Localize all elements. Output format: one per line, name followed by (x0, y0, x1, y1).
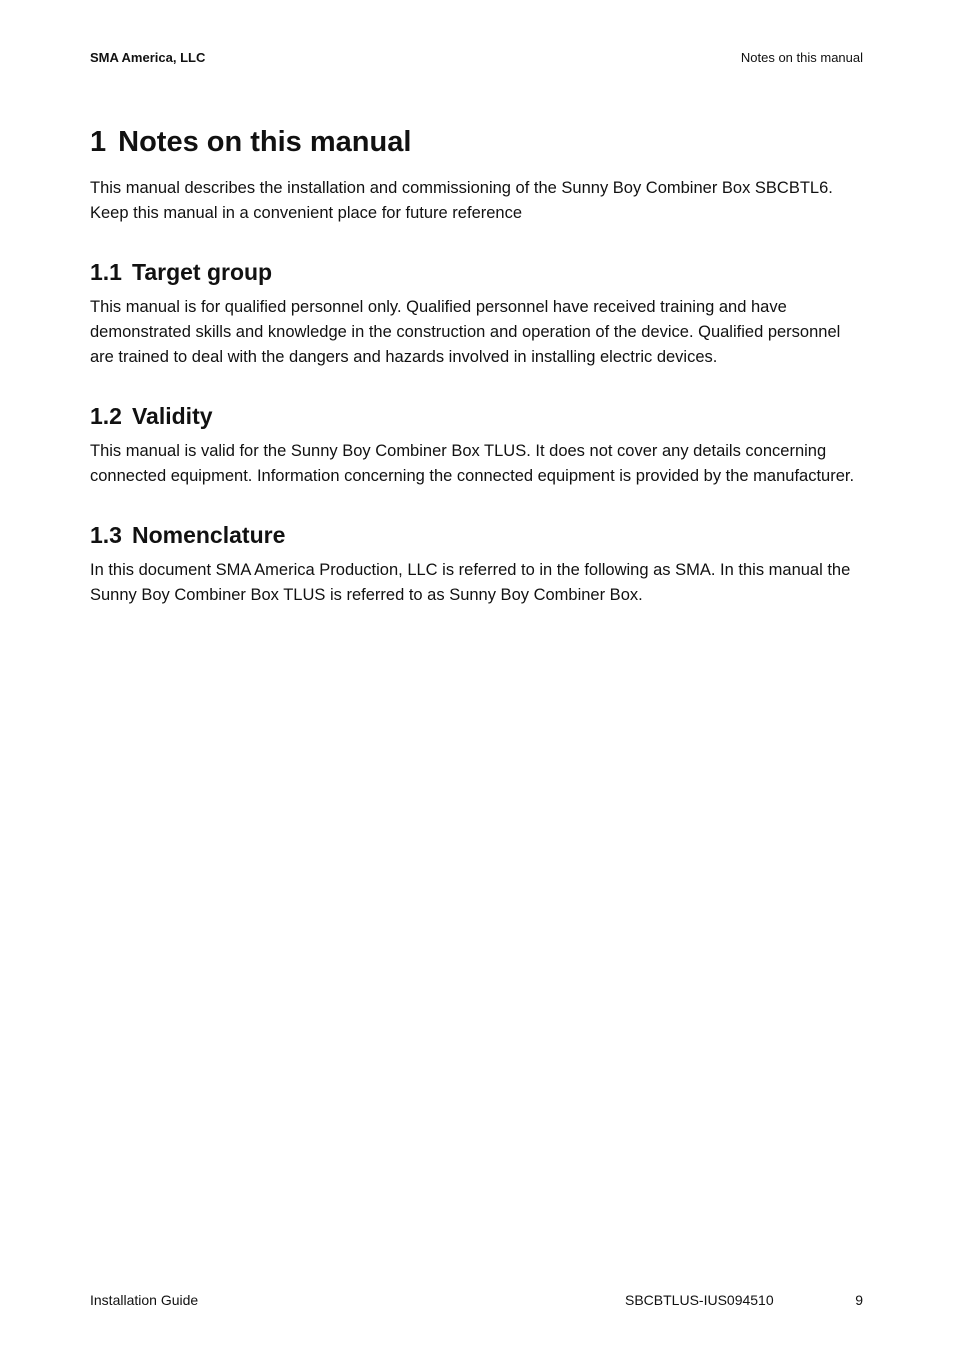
section-target-group (90, 257, 863, 370)
chapter-heading (90, 122, 863, 162)
footer-doc-type: Installation Guide (90, 1292, 199, 1308)
section-heading (90, 257, 863, 287)
header-chapter-title: Notes on this manual (740, 50, 863, 65)
chapter-intro: This manual describes the installation and commissioning of the Sunny Boy Combiner Box SBCBTL6. Keep this manual in a convenient place for future reference (90, 179, 833, 222)
chapter-number: 1 (90, 126, 107, 158)
section-number: 1.3 (90, 522, 122, 548)
section-heading (90, 520, 863, 550)
section-title: Validity (131, 403, 213, 429)
section-body: This manual is valid for the Sunny Boy Combiner Box TLUS. It does not cover any details concerning connected equipment. Information concerning the connected equipment is provided by the manufacturer. (90, 442, 855, 485)
section-title: Nomenclature (131, 522, 286, 548)
section-heading (90, 401, 863, 431)
section-body: This manual is for qualified personnel only. Qualified personnel have received training and have demonstrated skills and knowledge in the construction and operation of the device. Qualified personnel are trained to deal with the dangers and hazards involved in installing electric devices. (90, 298, 841, 366)
section-title: Target group (131, 259, 273, 285)
section-number: 1.1 (90, 259, 122, 285)
section-body: In this document SMA America Production, LLC is referred to in the following as SMA. In this manual the Sunny Boy Combiner Box TLUS is referred to as Sunny Boy Combiner Box. (90, 561, 851, 604)
page-content (90, 122, 863, 608)
page-number: 9 (855, 1292, 863, 1308)
company-name: SMA America, LLC (90, 50, 206, 65)
chapter-title: Notes on this manual (118, 126, 412, 158)
running-header (90, 50, 863, 65)
running-footer (90, 1292, 863, 1312)
section-nomenclature (90, 520, 863, 608)
footer-doc-code: SBCBTLUS-IUS094510 (625, 1292, 774, 1308)
section-validity (90, 401, 863, 489)
section-number: 1.2 (90, 403, 122, 429)
